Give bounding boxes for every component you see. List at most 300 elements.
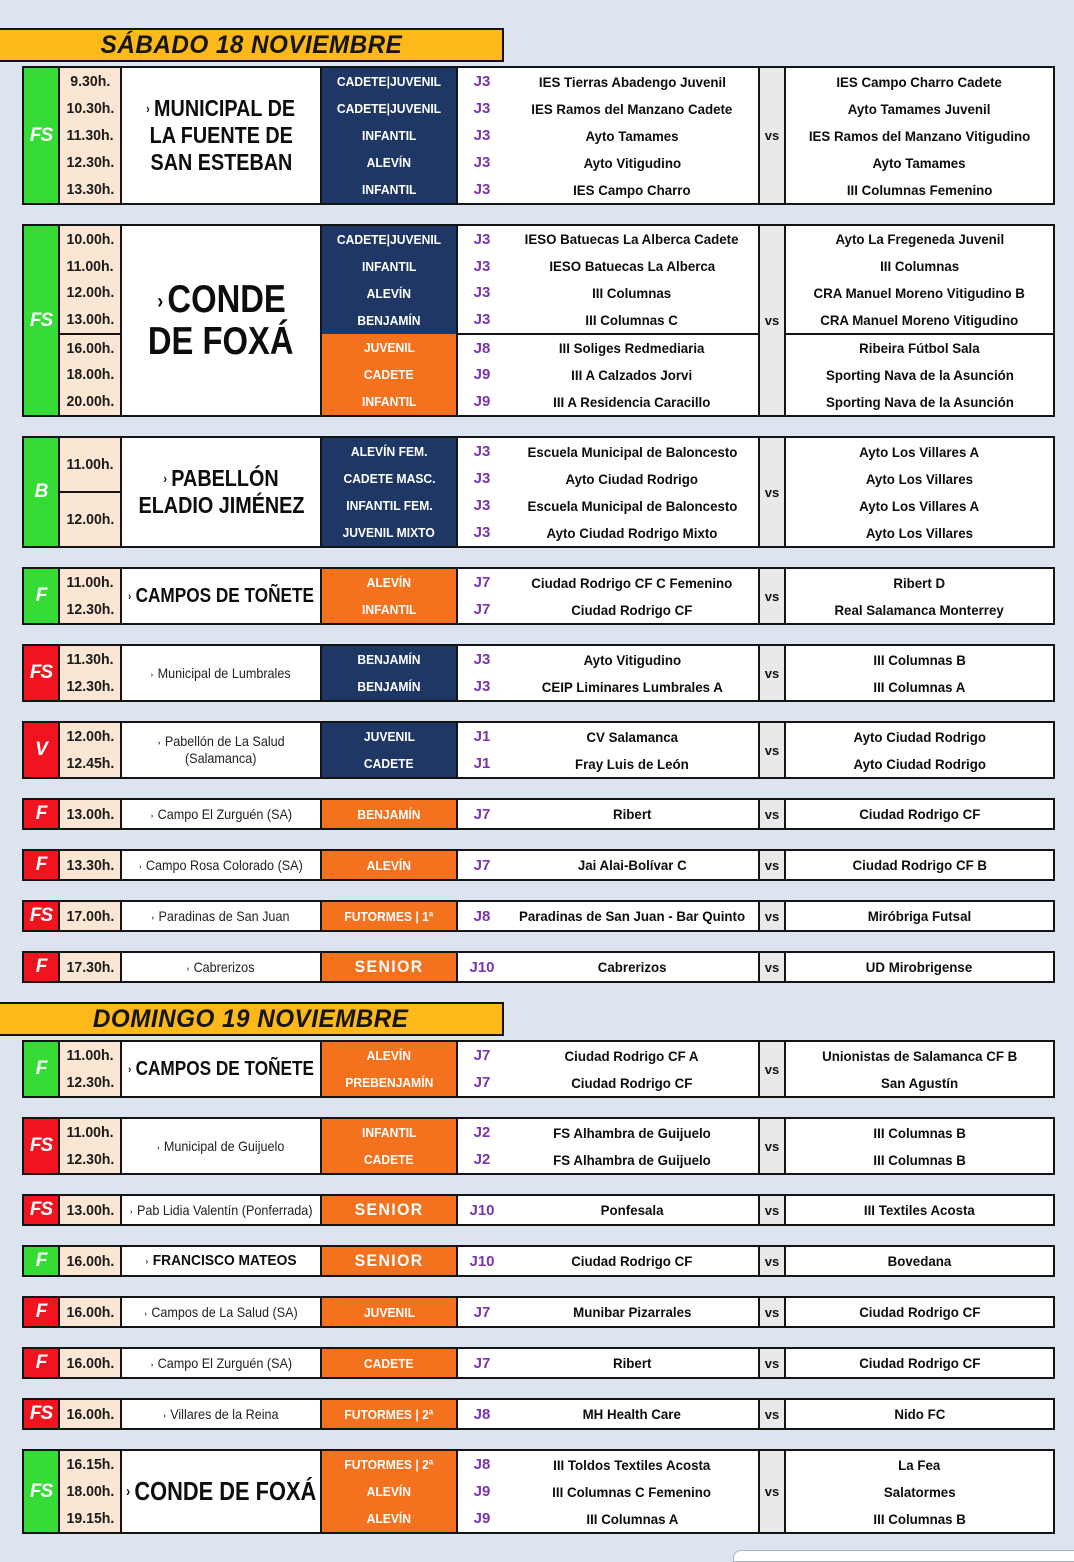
venue-line <box>158 733 285 750</box>
fixture-block <box>22 1194 1055 1226</box>
category-label: FUTORMES | 2ª <box>344 1457 434 1472</box>
home-team-cell <box>506 1505 758 1532</box>
time-column <box>60 1451 122 1532</box>
jornada-label: J7 <box>473 601 491 618</box>
category-column <box>322 1400 458 1428</box>
sport-badge-label: F <box>35 1058 47 1079</box>
category-cell <box>322 307 456 334</box>
jornada-label: J3 <box>473 73 491 90</box>
category-label: CADETE MASC. <box>342 471 436 486</box>
venue-text: Municipal de Guijuelo <box>164 1137 285 1154</box>
away-team-name: III Columnas Femenino <box>846 181 993 198</box>
category-cell <box>322 519 456 546</box>
category-label: ALEVÍN <box>366 1511 412 1526</box>
category-cell <box>322 68 456 95</box>
time-cell <box>60 902 120 930</box>
vs-label: vs <box>764 1484 780 1499</box>
jornada-cell <box>458 596 506 623</box>
time-cell <box>60 438 120 491</box>
away-team-name: Ciudad Rodrigo CF <box>858 1355 981 1371</box>
away-team-name: Salatormes <box>883 1483 956 1500</box>
jornada-cell <box>458 646 506 673</box>
home-team-cell <box>506 1247 758 1275</box>
category-column <box>322 1042 458 1096</box>
away-team-name: Ribeira Fútbol Sala <box>859 340 980 357</box>
time-label: 18.00h. <box>66 1483 114 1500</box>
venue-text: (Salamanca) <box>185 750 257 766</box>
category-cell <box>322 1478 456 1505</box>
sport-badge <box>24 68 60 203</box>
venue-cell <box>122 800 322 828</box>
away-team-cell <box>786 465 1053 492</box>
category-cell <box>322 1146 456 1173</box>
category-column <box>322 800 458 828</box>
away-team-column <box>786 1196 1053 1224</box>
jornada-label: J2 <box>473 1124 491 1141</box>
vs-label: vs <box>764 665 780 681</box>
vs-label: vs <box>764 806 780 822</box>
home-team-name: III A Calzados Jorvi <box>571 366 693 383</box>
time-column <box>60 851 122 879</box>
jornada-cell <box>458 1069 506 1096</box>
category-cell <box>322 1298 456 1326</box>
time-label: 12.00h. <box>66 511 114 528</box>
home-team-cell <box>506 646 758 673</box>
home-team-cell <box>506 1119 758 1146</box>
away-team-name: III Columnas B <box>873 1124 966 1141</box>
category-label: ALEVÍN <box>366 155 412 170</box>
vs-column <box>758 1298 786 1326</box>
category-cell <box>322 800 456 828</box>
fixture-block <box>22 1398 1055 1430</box>
category-cell <box>322 122 456 149</box>
home-team-name: III Soliges Redmediaria <box>559 340 705 357</box>
vs-column <box>758 438 786 546</box>
away-team-cell <box>786 851 1053 879</box>
time-cell <box>60 279 120 306</box>
home-team-name: FS Alhambra de Guijuelo <box>553 1151 711 1168</box>
home-team-cell <box>506 673 758 700</box>
venue-line <box>139 857 303 874</box>
venue-arrow-icon: › <box>163 1410 166 1420</box>
away-team-name: Ayto Ciudad Rodrigo <box>853 728 986 745</box>
venue-cell <box>122 1451 322 1532</box>
away-team-cell <box>786 902 1053 930</box>
jornada-label: J3 <box>473 443 491 460</box>
sport-badge-label: F <box>35 854 47 875</box>
away-team-cell <box>786 800 1053 828</box>
home-team-name: IES Ramos del Manzano Cadete <box>531 100 733 117</box>
jornada-column <box>458 723 506 777</box>
jornada-label: J3 <box>473 181 491 198</box>
category-column <box>322 1349 458 1377</box>
jornada-label: J8 <box>473 1405 491 1423</box>
vs-label: vs <box>764 1355 780 1371</box>
home-team-cell <box>506 149 758 176</box>
away-team-name: III Columnas B <box>873 1151 966 1168</box>
fixture-block <box>22 900 1055 932</box>
home-team-name: MH Health Care <box>582 1406 682 1422</box>
venue-name <box>134 279 307 363</box>
away-team-name: III Textiles Acosta <box>864 1202 975 1218</box>
home-team-cell <box>506 1478 758 1505</box>
fixture-block <box>22 567 1055 625</box>
home-team-column <box>506 438 758 546</box>
vs-label: vs <box>764 857 780 873</box>
venue-cell <box>122 1119 322 1173</box>
away-team-cell <box>786 596 1053 623</box>
jornada-column <box>458 569 506 623</box>
away-team-cell <box>786 953 1053 981</box>
home-team-name: Ciudad Rodrigo CF <box>571 1253 693 1269</box>
vs-column <box>758 953 786 981</box>
home-team-cell <box>506 1146 758 1173</box>
away-team-name: III Columnas B <box>873 651 966 668</box>
venue-line <box>149 122 292 149</box>
venue-name <box>143 1355 300 1372</box>
jornada-label: J10 <box>469 1201 495 1219</box>
home-team-name: Ciudad Rodrigo CF A <box>565 1047 699 1064</box>
home-team-cell <box>506 122 758 149</box>
time-cell <box>60 723 120 750</box>
venue-name <box>151 733 292 767</box>
jornada-label: J7 <box>473 1303 491 1321</box>
category-cell <box>322 953 456 981</box>
home-team-name: IESO Batuecas La Alberca <box>549 258 715 275</box>
time-cell <box>60 149 120 176</box>
category-label: ALEVÍN <box>366 575 412 590</box>
home-team-cell <box>506 1042 758 1069</box>
away-team-column <box>786 723 1053 777</box>
jornada-cell <box>458 750 506 777</box>
away-team-name: San Agustín <box>880 1074 959 1091</box>
away-team-name: CRA Manuel Moreno Vitigudino B <box>813 284 1026 301</box>
venue-arrow-icon: › <box>128 590 132 603</box>
jornada-cell <box>458 253 506 280</box>
vs-label: vs <box>764 1304 780 1320</box>
sport-badge <box>24 1119 60 1173</box>
category-column <box>322 953 458 981</box>
time-cell <box>60 1298 120 1326</box>
away-team-cell <box>786 1196 1053 1224</box>
vs-column <box>758 851 786 879</box>
jornada-label: J7 <box>473 1354 491 1372</box>
jornada-cell <box>458 149 506 176</box>
home-team-name: Ciudad Rodrigo CF C Femenino <box>531 574 733 591</box>
jornada-label: J3 <box>473 230 491 248</box>
venue-cell <box>122 1247 322 1275</box>
time-column <box>60 1247 122 1275</box>
category-cell <box>322 673 456 700</box>
category-label: JUVENIL <box>363 729 415 744</box>
venue-text: Campo El Zurguén (SA) <box>157 1354 292 1371</box>
home-team-name: IES Tierras Abadengo Juvenil <box>538 73 726 90</box>
venue-line <box>150 806 291 823</box>
home-team-cell <box>506 279 758 306</box>
venue-line <box>185 750 256 767</box>
home-team-name: Ciudad Rodrigo CF <box>571 601 693 618</box>
sport-badge-label: F <box>35 1301 47 1322</box>
away-team-column <box>786 1119 1053 1173</box>
category-cell <box>322 1451 456 1478</box>
home-team-cell <box>506 333 758 362</box>
jornada-cell <box>458 306 506 333</box>
jornada-cell <box>458 673 506 700</box>
home-team-cell <box>506 226 758 253</box>
away-team-name: IES Campo Charro Cadete <box>836 73 1003 90</box>
sport-badge <box>24 1451 60 1532</box>
jornada-column <box>458 1247 506 1275</box>
time-cell <box>60 1119 120 1146</box>
time-label: 16.00h. <box>66 339 114 357</box>
away-team-name: Ayto Los Villares <box>865 524 974 541</box>
fixture-block <box>22 436 1055 548</box>
time-label: 20.00h. <box>66 393 114 411</box>
away-team-column <box>786 1400 1053 1428</box>
sport-badge <box>24 902 60 930</box>
sport-badge <box>24 1196 60 1224</box>
home-team-name: Ponfesala <box>600 1202 664 1218</box>
venue-line <box>187 959 255 976</box>
home-team-name: III Columnas C Femenino <box>552 1483 712 1500</box>
category-cell <box>322 646 456 673</box>
time-cell <box>60 800 120 828</box>
vs-column <box>758 1247 786 1275</box>
vs-label: vs <box>764 908 780 924</box>
time-cell <box>60 750 120 777</box>
time-cell <box>60 1349 120 1377</box>
home-team-name: IES Campo Charro <box>573 181 691 198</box>
home-team-cell <box>506 723 758 750</box>
jornada-label: J9 <box>473 393 491 411</box>
vs-column <box>758 902 786 930</box>
time-column <box>60 902 122 930</box>
home-team-column <box>506 68 758 203</box>
jornada-cell <box>458 1042 506 1069</box>
category-label: JUVENIL <box>363 340 415 355</box>
time-column <box>60 723 122 777</box>
venue-arrow-icon: › <box>139 861 142 871</box>
home-team-name: Ayto Ciudad Rodrigo Mixto <box>546 524 718 541</box>
time-cell <box>60 596 120 623</box>
home-team-column <box>506 569 758 623</box>
away-team-column <box>786 1451 1053 1532</box>
away-team-column <box>786 1298 1053 1326</box>
day-title: SÁBADO 18 NOVIEMBRE <box>100 30 402 59</box>
category-label: INFANTIL <box>361 394 417 409</box>
away-team-column <box>786 902 1053 930</box>
category-cell <box>322 1042 456 1069</box>
venue-arrow-icon: › <box>157 1142 160 1152</box>
home-team-cell <box>506 438 758 465</box>
jornada-cell <box>458 122 506 149</box>
fixture-block <box>22 644 1055 702</box>
home-team-cell <box>506 176 758 203</box>
venue-name <box>144 908 297 925</box>
category-label: INFANTIL <box>361 1125 417 1140</box>
vs-label: vs <box>764 1406 780 1422</box>
away-team-cell <box>786 149 1053 176</box>
category-label: SENIOR <box>354 1251 424 1270</box>
away-team-cell <box>786 492 1053 519</box>
vs-label: vs <box>764 1202 780 1218</box>
category-cell <box>322 176 456 203</box>
time-column <box>60 1298 122 1326</box>
venue-arrow-icon: › <box>150 1359 153 1369</box>
venue-arrow-icon: › <box>163 472 167 486</box>
away-team-cell <box>786 176 1053 203</box>
sport-badge-label: F <box>35 956 47 977</box>
home-team-name: III Columnas C <box>585 311 679 328</box>
away-team-cell <box>786 1146 1053 1173</box>
venue-text: Paradinas de San Juan <box>158 907 290 924</box>
away-team-name: Ayto Tamames <box>872 154 967 171</box>
time-column <box>60 1119 122 1173</box>
jornada-label: J2 <box>473 1151 491 1168</box>
category-cell <box>322 569 456 596</box>
category-cell <box>322 851 456 879</box>
venue-arrow-icon: › <box>144 1308 147 1318</box>
away-team-name: Ayto Los Villares A <box>859 443 980 460</box>
away-team-name: Ciudad Rodrigo CF B <box>852 857 987 873</box>
jornada-column <box>458 851 506 879</box>
jornada-column <box>458 953 506 981</box>
category-label: ALEVÍN <box>366 1048 412 1063</box>
jornada-cell <box>458 492 506 519</box>
sport-badge-label: FS <box>29 905 53 926</box>
home-team-name: Jai Alai-Bolívar C <box>577 857 687 873</box>
sport-badge-label: FS <box>29 309 53 331</box>
away-team-column <box>786 851 1053 879</box>
away-team-column <box>786 68 1053 203</box>
vs-column <box>758 723 786 777</box>
sport-badge <box>24 851 60 879</box>
away-team-column <box>786 1042 1053 1096</box>
category-column <box>322 1247 458 1275</box>
time-column <box>60 1196 122 1224</box>
vs-column <box>758 68 786 203</box>
category-cell <box>322 902 456 930</box>
venue-arrow-icon: › <box>125 1484 130 1500</box>
home-team-column <box>506 800 758 828</box>
fixture-block <box>22 951 1055 983</box>
jornada-cell <box>458 953 506 981</box>
venue-name <box>108 1477 334 1506</box>
jornada-column <box>458 1196 506 1224</box>
home-team-name: III Columnas <box>592 284 672 301</box>
jornada-cell <box>458 1349 506 1377</box>
vs-label: vs <box>764 484 780 500</box>
vs-column <box>758 800 786 828</box>
category-label: BENJAMÍN <box>357 679 421 694</box>
time-label: 17.30h. <box>66 958 114 976</box>
jornada-column <box>458 1451 506 1532</box>
fixture-block <box>22 1347 1055 1379</box>
away-team-cell <box>786 333 1053 362</box>
venue-line <box>150 1355 291 1372</box>
jornada-cell <box>458 1298 506 1326</box>
time-label: 13.00h. <box>66 1201 114 1219</box>
time-cell <box>60 1505 120 1532</box>
venue-cell <box>122 1196 322 1224</box>
home-team-column <box>506 226 758 415</box>
time-cell <box>60 1042 120 1069</box>
category-cell <box>322 388 456 415</box>
home-team-cell <box>506 492 758 519</box>
away-team-cell <box>786 569 1053 596</box>
jornada-cell <box>458 800 506 828</box>
category-label: INFANTIL <box>361 602 417 617</box>
venue-line <box>130 1202 312 1219</box>
venue-name <box>143 665 298 682</box>
venue-text: PABELLÓN <box>171 465 279 491</box>
venue-name <box>125 465 318 519</box>
away-team-name: La Fea <box>898 1456 941 1473</box>
home-team-cell <box>506 750 758 777</box>
vs-label: vs <box>764 1061 780 1077</box>
away-team-name: Ayto La Fregeneda Juvenil <box>835 231 1004 248</box>
jornada-column <box>458 1042 506 1096</box>
time-cell <box>60 569 120 596</box>
category-label: ALEVÍN <box>366 286 412 301</box>
venue-text: DE FOXÁ <box>148 319 294 363</box>
jornada-cell <box>458 438 506 465</box>
away-team-cell <box>786 95 1053 122</box>
jornada-label: J3 <box>473 284 491 302</box>
time-column <box>60 1349 122 1377</box>
home-team-column <box>506 646 758 700</box>
time-label: 11.00h. <box>66 1124 114 1141</box>
time-cell <box>60 851 120 879</box>
away-team-cell <box>786 306 1053 333</box>
venue-line <box>147 95 296 122</box>
time-label: 11.00h. <box>66 1047 114 1064</box>
home-team-column <box>506 1247 758 1275</box>
jornada-label: J9 <box>473 1483 491 1500</box>
time-label: 18.00h. <box>66 366 114 384</box>
venue-line <box>128 1058 314 1081</box>
category-cell <box>322 226 456 253</box>
sport-badge <box>24 226 60 415</box>
venue-cell <box>122 226 322 415</box>
jornada-cell <box>458 1247 506 1275</box>
fixture-block <box>22 66 1055 205</box>
home-team-name: Ayto Tamames <box>585 127 679 144</box>
home-team-name: FS Alhambra de Guijuelo <box>553 1124 711 1141</box>
venue-cell <box>122 68 322 203</box>
jornada-column <box>458 1119 506 1173</box>
venue-text: Campo Rosa Colorado (SA) <box>145 856 303 873</box>
category-column <box>322 1196 458 1224</box>
home-team-cell <box>506 306 758 333</box>
venue-arrow-icon: › <box>145 1257 149 1266</box>
venue-cell <box>122 646 322 700</box>
jornada-label: J3 <box>473 127 491 144</box>
category-cell <box>322 1069 456 1096</box>
category-label: CADETE <box>364 1152 414 1167</box>
venue-line <box>128 585 314 608</box>
vs-label: vs <box>764 959 780 975</box>
venue-name <box>150 1138 291 1155</box>
away-team-column <box>786 1247 1053 1275</box>
jornada-label: J3 <box>473 257 491 275</box>
venue-text: Villares de la Reina <box>170 1405 279 1422</box>
category-label: CADETE <box>364 756 414 771</box>
time-cell <box>60 1069 120 1096</box>
home-team-name: Ribert <box>612 1355 652 1371</box>
venue-cell <box>122 438 322 546</box>
away-team-name: Sporting Nava de la Asunción <box>825 393 1014 410</box>
